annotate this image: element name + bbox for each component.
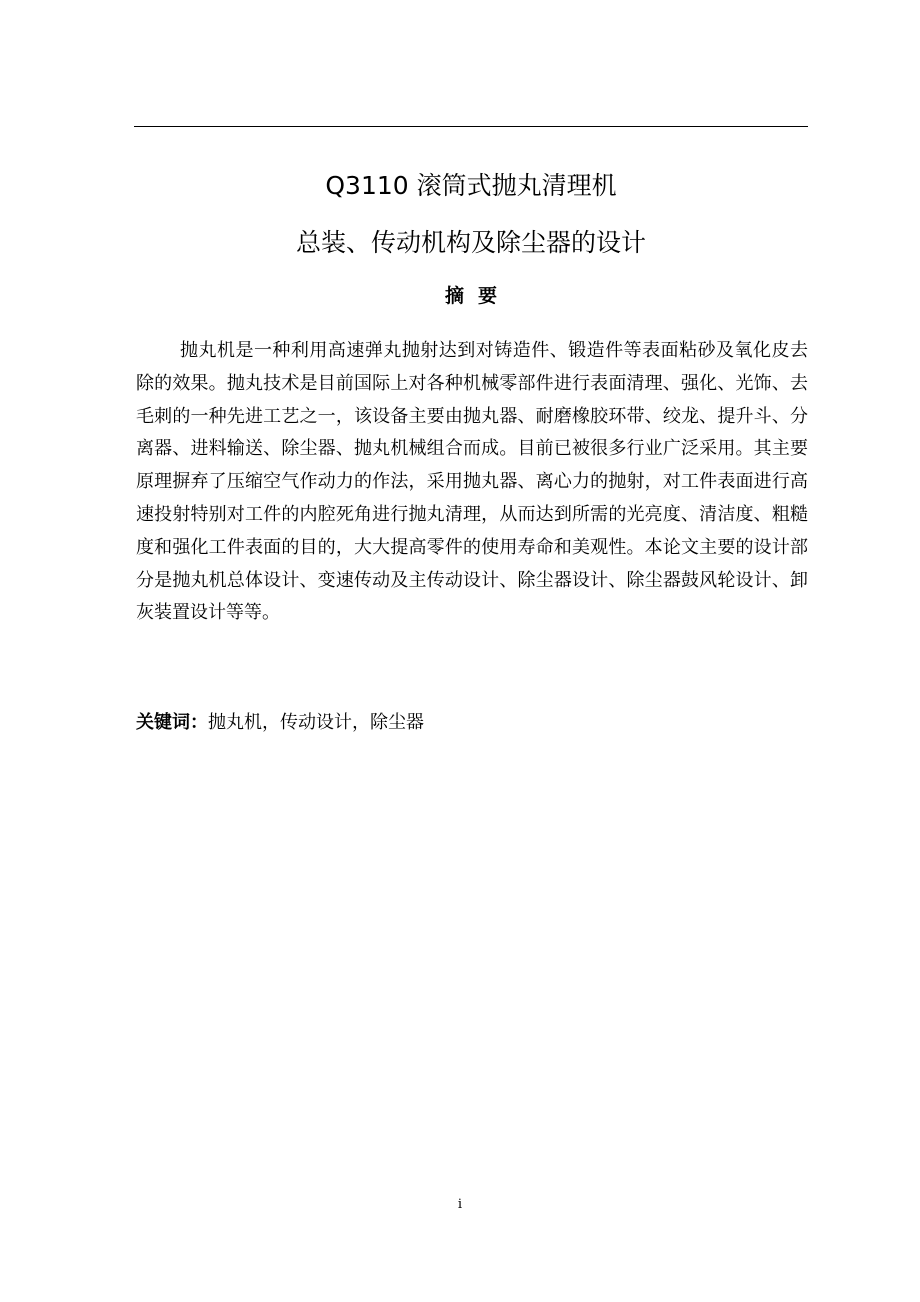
keywords <box>136 709 808 737</box>
keywords-label: 关键词： <box>136 712 208 733</box>
page-number: i <box>457 1197 463 1212</box>
abstract-heading: 摘要 <box>444 285 511 307</box>
keywords-value: 抛丸机，传动设计，除尘器 <box>208 712 424 733</box>
abstract-body: 抛丸机是一种利用高速弹丸抛射达到对铸造件、锻造件等表面粘砂及氧化皮去除的效果。抛丸技术是目前国际上对各种机械零部件进行表面清理、强化、光饰、去毛刺的一种先进工艺之一，该设备主要由抛丸器、耐磨橡胶环带、绞龙、提升斗、分离器、进料输送、除尘器、抛丸机械组合而成。目前已被很多行业广泛采用。其主要原理摒弃了压缩空气作动力的作法，采用抛丸器、离心力的抛射，对工件表面进行高速投射特别对工件的内腔死角进行抛丸清理，从而达到所需的光亮度、清洁度、粗糙度和强化工件表面的目的，大大提高零件的使用寿命和美观性。本论文主要的设计部分是抛丸机总体设计、变速传动及主传动设计、除尘器设计、除尘器鼓风轮设计、卸灰装置设计等等。 <box>136 340 808 624</box>
header-rule <box>134 126 808 127</box>
title-line-1: Q3110 滚筒式抛丸清理机 <box>325 171 617 200</box>
title-line-2: 总装、传动机构及除尘器的设计 <box>295 228 646 257</box>
